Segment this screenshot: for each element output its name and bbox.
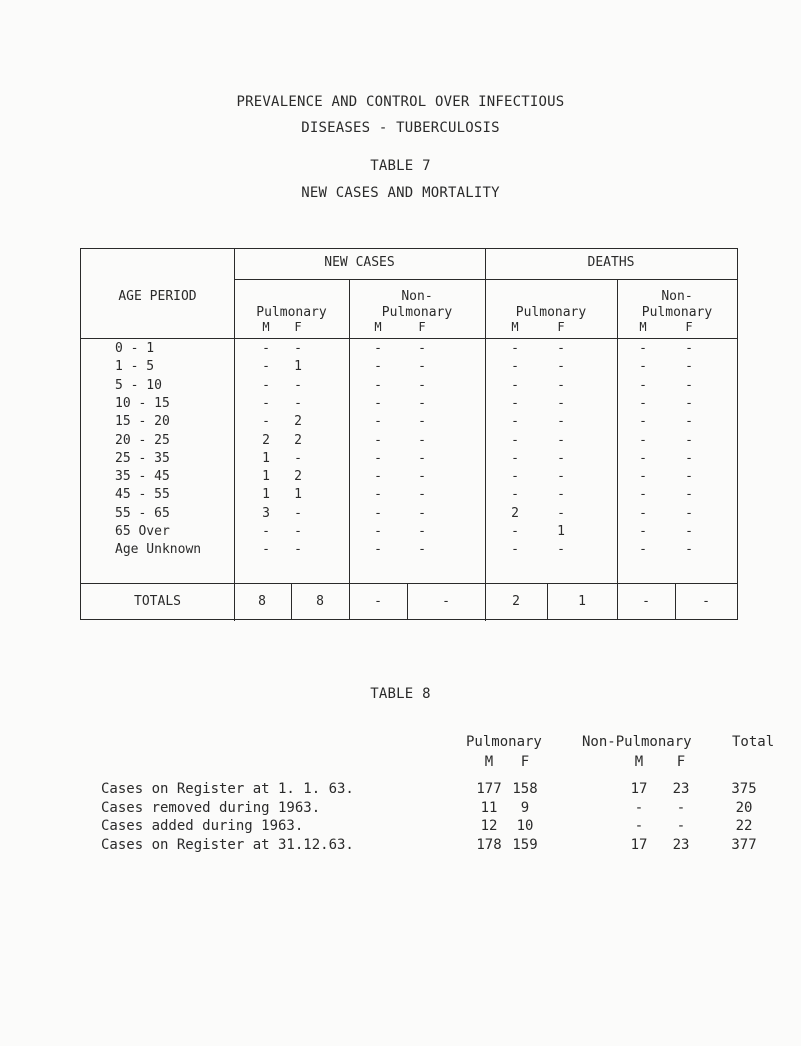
- nc-nonpulm-m-cell: -: [374, 542, 382, 558]
- d-non-pulmonary-header: Pulmonary: [641, 305, 713, 320]
- f-header: F: [294, 320, 302, 334]
- nc-pulm-f-cell: 2: [294, 414, 302, 430]
- nc-pulm-f-cell: 1: [294, 487, 302, 503]
- d-pulmonary-header: Pulmonary: [515, 305, 587, 320]
- m-header: M: [374, 320, 382, 334]
- nc-pulm-f-cell: -: [294, 341, 302, 356]
- age-period-label: 20 - 25: [115, 432, 170, 448]
- age-period-label: 55 - 65: [115, 505, 170, 521]
- nc-nonpulm-m-cell: -: [374, 524, 382, 539]
- t8-pulmonary-header: Pulmonary: [466, 734, 542, 750]
- d-pulm-m-cell: -: [511, 524, 519, 539]
- d-pulm-m-cell: -: [511, 395, 519, 411]
- nc-pulm-m-cell: -: [262, 341, 270, 356]
- d-nonpulm-f-cell: -: [685, 359, 693, 375]
- d-pulm-m-cell: -: [511, 341, 519, 356]
- register-nm-cell: 17: [630, 836, 648, 853]
- nc-nonpulm-f-cell: -: [418, 414, 426, 430]
- d-pulm-f-cell: -: [557, 487, 565, 503]
- d-pulm-m-cell: -: [511, 542, 519, 558]
- nc-nonpulm-m-cell: -: [374, 414, 382, 430]
- d-nonpulm-m-cell: -: [639, 341, 647, 356]
- register-pm-cell: 178: [476, 836, 502, 853]
- d-pulm-m-cell: -: [511, 432, 519, 448]
- d-nonpulm-f-cell: -: [685, 432, 693, 448]
- d-nonpulm-f-cell: -: [685, 377, 693, 393]
- register-nf-cell: 23: [672, 781, 690, 797]
- d-nonpulm-m-cell: -: [639, 450, 647, 466]
- age-period-label: 0 - 1: [115, 341, 155, 356]
- register-pm-cell: 12: [480, 818, 498, 835]
- m-header: M: [262, 320, 270, 334]
- nc-nonpulm-m-cell: -: [374, 450, 382, 466]
- d-pulm-m-cell: -: [511, 469, 519, 485]
- d-pulm-m-cell: -: [511, 377, 519, 393]
- d-pulm-f-cell: -: [557, 395, 565, 411]
- nc-nonpulm-f-cell: -: [418, 524, 426, 539]
- new-cases-header: NEW CASES: [324, 255, 395, 270]
- nc-pulm-f-cell: -: [294, 542, 302, 558]
- nc-pulm-f-cell: 2: [294, 432, 302, 448]
- nc-pulm-m-cell: 3: [262, 505, 270, 521]
- nc-nonpulm-f-cell: -: [418, 432, 426, 448]
- f-header: F: [685, 320, 693, 334]
- d-pulm-m-cell: -: [511, 487, 519, 503]
- d-pulm-m-cell: -: [511, 359, 519, 375]
- d-pulm-m-cell: -: [511, 450, 519, 466]
- d-nonpulm-f-cell: -: [685, 542, 693, 558]
- total-nc-nonpulm-m-cell: -: [374, 594, 382, 609]
- register-pf-cell: 9: [520, 799, 530, 816]
- register-row-label: Cases on Register at 31.12.63.: [101, 836, 354, 853]
- d-nonpulm-f-cell: -: [685, 487, 693, 503]
- d-nonpulm-f-cell: -: [685, 395, 693, 411]
- age-period-label: 35 - 45: [115, 469, 170, 485]
- document-title-line2: DISEASES - TUBERCULOSIS: [301, 120, 500, 136]
- nc-nonpulm-m-cell: -: [374, 341, 382, 356]
- d-pulm-f-cell: -: [557, 450, 565, 466]
- d-nonpulm-m-cell: -: [639, 414, 647, 430]
- d-nonpulm-m-cell: -: [639, 469, 647, 485]
- nc-pulm-f-cell: -: [294, 395, 302, 411]
- register-pf-cell: 159: [512, 836, 538, 853]
- age-period-header: AGE PERIOD: [118, 289, 197, 304]
- register-pf-cell: 10: [516, 818, 534, 835]
- nc-nonpulm-f-cell: -: [418, 487, 426, 503]
- total-d-pulm-f-cell: 1: [578, 594, 586, 609]
- register-pf-cell: 158: [512, 781, 538, 797]
- d-nonpulm-f-cell: -: [685, 341, 693, 356]
- d-nonpulm-f-cell: -: [685, 414, 693, 430]
- nc-nonpulm-m-cell: -: [374, 505, 382, 521]
- d-pulm-f-cell: -: [557, 359, 565, 375]
- d-pulm-f-cell: -: [557, 341, 565, 356]
- nc-pulm-m-cell: 1: [262, 487, 270, 503]
- nc-non-header: Non-: [401, 289, 433, 304]
- nc-pulm-m-cell: -: [262, 395, 270, 411]
- new-cases-mortality-table: [80, 248, 738, 620]
- m-header: M: [639, 320, 647, 334]
- deaths-header: DEATHS: [587, 255, 635, 270]
- d-pulm-m-cell: -: [511, 414, 519, 430]
- t8-pf-header: F: [520, 754, 530, 770]
- register-row-label: Cases removed during 1963.: [101, 799, 321, 816]
- nc-nonpulm-f-cell: -: [418, 359, 426, 375]
- register-nf-cell: -: [676, 818, 686, 835]
- nc-nonpulm-f-cell: -: [418, 469, 426, 485]
- register-total-cell: 22: [735, 818, 753, 835]
- nc-nonpulm-f-cell: -: [418, 450, 426, 466]
- register-nm-cell: 17: [630, 781, 648, 797]
- d-pulm-f-cell: 1: [557, 524, 565, 539]
- nc-nonpulm-f-cell: -: [418, 377, 426, 393]
- t8-total-header: Total: [732, 734, 775, 750]
- total-d-nonpulm-f-cell: -: [702, 594, 710, 609]
- register-pm-cell: 11: [480, 799, 498, 816]
- total-d-pulm-m-cell: 2: [512, 594, 520, 609]
- f-header: F: [557, 320, 565, 334]
- document-title-line1: PREVALENCE AND CONTROL OVER INFECTIOUS: [236, 94, 565, 110]
- nc-pulm-m-cell: 1: [262, 469, 270, 485]
- nc-pulm-m-cell: -: [262, 377, 270, 393]
- d-nonpulm-m-cell: -: [639, 432, 647, 448]
- nc-nonpulm-m-cell: -: [374, 469, 382, 485]
- register-nf-cell: 23: [672, 836, 690, 853]
- total-nc-pulm-f-cell: 8: [316, 594, 324, 609]
- totals-label: TOTALS: [134, 594, 181, 609]
- register-row-label: Cases on Register at 1. 1. 63.: [101, 781, 354, 797]
- nc-pulm-m-cell: -: [262, 359, 270, 375]
- nc-non-pulmonary-header: Pulmonary: [381, 305, 453, 320]
- nc-pulm-f-cell: -: [294, 524, 302, 539]
- age-period-label: 45 - 55: [115, 487, 170, 503]
- nc-nonpulm-m-cell: -: [374, 395, 382, 411]
- register-row-label: Cases added during 1963.: [101, 818, 304, 835]
- t8-pm-header: M: [484, 754, 494, 770]
- age-period-label: 25 - 35: [115, 450, 170, 466]
- t8-non-pulmonary-header: Non-Pulmonary: [582, 734, 692, 750]
- d-nonpulm-m-cell: -: [639, 487, 647, 503]
- nc-nonpulm-f-cell: -: [418, 395, 426, 411]
- nc-pulm-m-cell: -: [262, 542, 270, 558]
- nc-pulmonary-header: Pulmonary: [256, 305, 327, 320]
- nc-pulm-f-cell: -: [294, 505, 302, 521]
- age-period-label: 15 - 20: [115, 414, 170, 430]
- register-total-cell: 20: [735, 799, 753, 816]
- d-nonpulm-m-cell: -: [639, 395, 647, 411]
- d-pulm-f-cell: -: [557, 432, 565, 448]
- register-nm-cell: -: [634, 818, 644, 835]
- m-header: M: [511, 320, 519, 334]
- nc-pulm-m-cell: -: [262, 524, 270, 539]
- d-nonpulm-m-cell: -: [639, 505, 647, 521]
- d-nonpulm-m-cell: -: [639, 542, 647, 558]
- f-header: F: [418, 320, 426, 334]
- d-pulm-f-cell: -: [557, 377, 565, 393]
- total-nc-nonpulm-f-cell: -: [442, 594, 450, 609]
- d-pulm-m-cell: 2: [511, 505, 519, 521]
- nc-pulm-m-cell: 1: [262, 450, 270, 466]
- d-nonpulm-f-cell: -: [685, 524, 693, 539]
- register-total-cell: 375: [731, 781, 757, 797]
- nc-nonpulm-m-cell: -: [374, 377, 382, 393]
- nc-nonpulm-m-cell: -: [374, 487, 382, 503]
- d-pulm-f-cell: -: [557, 414, 565, 430]
- d-nonpulm-f-cell: -: [685, 450, 693, 466]
- age-period-label: 5 - 10: [115, 377, 162, 393]
- register-nm-cell: -: [634, 799, 644, 816]
- nc-nonpulm-f-cell: -: [418, 542, 426, 558]
- table7-label: TABLE 7: [370, 158, 431, 174]
- d-pulm-f-cell: -: [557, 542, 565, 558]
- d-non-header: Non-: [661, 289, 693, 304]
- t8-nf-header: F: [676, 754, 686, 770]
- d-nonpulm-m-cell: -: [639, 377, 647, 393]
- register-nf-cell: -: [676, 799, 686, 816]
- nc-nonpulm-f-cell: -: [418, 505, 426, 521]
- d-nonpulm-f-cell: -: [685, 505, 693, 521]
- d-nonpulm-m-cell: -: [639, 359, 647, 375]
- age-period-label: 65 Over: [115, 524, 170, 539]
- nc-pulm-f-cell: 1: [294, 359, 302, 375]
- nc-nonpulm-m-cell: -: [374, 432, 382, 448]
- age-period-label: Age Unknown: [115, 542, 202, 558]
- total-nc-pulm-m-cell: 8: [258, 594, 266, 609]
- total-d-nonpulm-m-cell: -: [642, 594, 650, 609]
- d-nonpulm-f-cell: -: [685, 469, 693, 485]
- d-pulm-f-cell: -: [557, 469, 565, 485]
- nc-pulm-f-cell: -: [294, 377, 302, 393]
- nc-pulm-f-cell: 2: [294, 469, 302, 485]
- nc-pulm-m-cell: -: [262, 414, 270, 430]
- age-period-label: 1 - 5: [115, 359, 155, 375]
- d-nonpulm-m-cell: -: [639, 524, 647, 539]
- register-total-cell: 377: [731, 836, 757, 853]
- nc-pulm-f-cell: -: [294, 450, 302, 466]
- register-pm-cell: 177: [476, 781, 502, 797]
- d-pulm-f-cell: -: [557, 505, 565, 521]
- age-period-label: 10 - 15: [115, 395, 170, 411]
- nc-nonpulm-f-cell: -: [418, 341, 426, 356]
- table7-title: NEW CASES AND MORTALITY: [301, 185, 500, 201]
- nc-nonpulm-m-cell: -: [374, 359, 382, 375]
- t8-nm-header: M: [634, 754, 644, 770]
- table8-label: TABLE 8: [370, 686, 431, 702]
- nc-pulm-m-cell: 2: [262, 432, 270, 448]
